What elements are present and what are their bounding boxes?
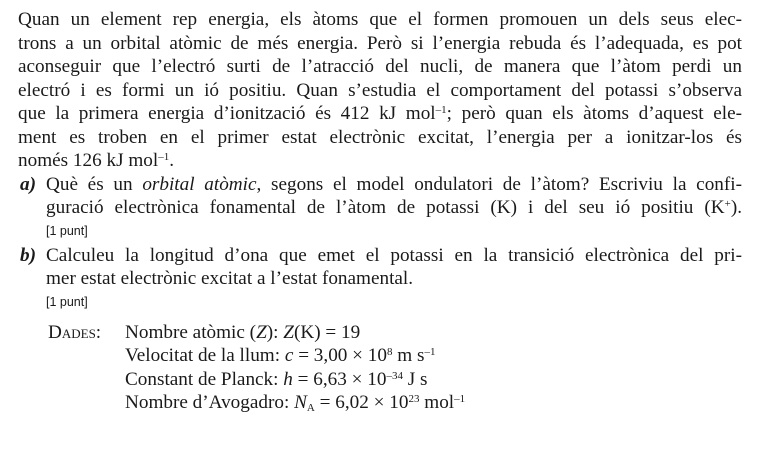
points-label: [1 punt] [46,223,88,238]
data-text: Constant de Planck: [125,368,284,390]
question-line: mer estat electrònic excitat a l’estat fonamental. [46,268,414,289]
intro-line-text: només 126 kJ mol [18,150,159,171]
intro-line: ment es troben en el primer estat electrònic excitat, l’energia per a ionitzar-los és [18,126,742,148]
intro-paragraph [18,8,742,173]
math-var: Z [256,321,267,343]
intro-line: Quan un element rep energia, els àtoms que el formen promouen un dels seus elec- [18,9,742,30]
math-var: N [294,392,307,413]
question-b [18,244,742,291]
data-value: = 3,00 × 10 [293,345,387,366]
question-line [46,196,742,220]
data-text: Nombre d’Avogadro: [125,392,295,413]
intro-line: trons a un orbital atòmic de més energia. Però si l’energia rebuda és l’adequada, es pot [18,32,742,54]
intro-line-tail: ; però quan els àtoms d’aquest ele- [446,103,743,124]
data-unit: mol [419,392,455,413]
data-unit: J s [402,368,428,390]
subscript: A [306,401,315,414]
exponent: –34 [386,369,403,382]
intro-line-text: que la primera energia d’ionització és 412 kJ mol [18,103,436,124]
data-value: = 6,02 × 10 [314,392,409,413]
intro-line-tail: . [169,150,174,171]
question-line: Calculeu la longitud d’ona que emet el potassi en la transició electrònica del pri- [46,244,742,266]
data-section [18,321,742,415]
question-text: guració electrònica fonamental de l’àtom de potassi (K) i del seu ió positiu (K [46,197,725,218]
math-var: c [284,345,294,366]
math-var: h [283,368,293,390]
question-text: , segons el model ondulatori de l’àtom? Escriviu la confi- [256,173,742,195]
intro-line [18,149,742,173]
question-line [46,173,742,197]
data-value: (K) = 19 [293,321,361,343]
question-a [18,173,742,220]
exponent: –1 [435,103,447,116]
points-label: [1 punt] [46,294,88,309]
data-text: ): [266,321,284,343]
data-list [125,321,742,415]
data-atomic-number [125,321,742,345]
exam-question [18,8,742,415]
intro-line [18,102,742,126]
data-text: Velocitat de la llum: [125,345,285,366]
question-letter: b) [20,244,36,266]
exponent: 8 [387,345,393,358]
intro-line: electró i es formi un ió positiu. Quan s’estudia el comportament del potassi s’observa [18,79,742,101]
intro-line: aconseguir que l’electró surti de l’atracció del nucli, de manera que l’àtom perdi un [18,56,742,77]
question-text: ). [730,197,742,218]
exponent: 23 [408,392,420,405]
exponent: –1 [454,392,466,405]
data-avogadro [125,391,742,415]
question-text: Què és un [46,173,143,195]
math-var: Z [283,321,294,343]
question-emphasis: orbital atòmic [142,173,257,195]
question-letter: a) [20,173,36,195]
exponent: –1 [424,345,436,358]
data-value: = 6,63 × 10 [292,368,387,390]
data-text: Nombre atòmic ( [125,321,257,343]
data-planck [125,368,742,392]
data-light-speed [125,344,742,368]
data-label: Dades: [48,321,102,343]
data-unit: m s [392,345,425,366]
exponent: –1 [158,150,170,163]
exponent: + [724,197,731,210]
